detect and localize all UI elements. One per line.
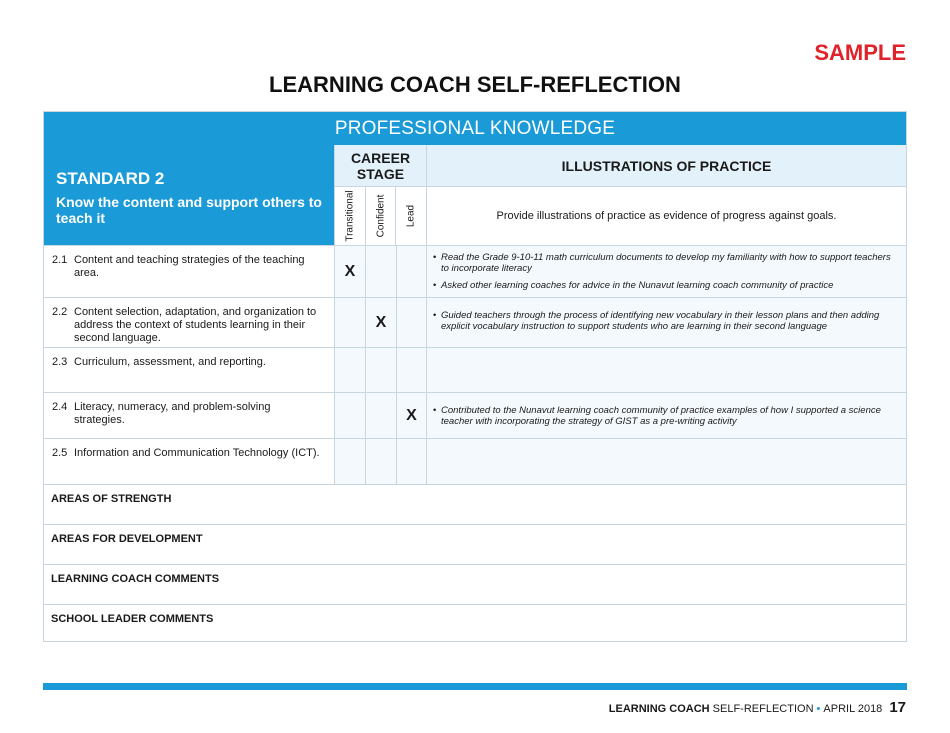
row-number: 2.3 <box>52 356 68 368</box>
stage-lead <box>396 187 426 245</box>
footer-bar <box>43 683 907 690</box>
illustrations-note: Provide illustrations of practice as evidence of progress against goals. <box>496 210 837 222</box>
areas-for-development-field[interactable]: AREAS FOR DEVELOPMENT <box>44 525 906 565</box>
career-stage-title: CAREER STAGE <box>335 145 426 187</box>
row-number: 2.2 <box>52 306 68 318</box>
row-text: Content and teaching strategies of the teaching area. <box>74 254 305 279</box>
mark-lead[interactable] <box>396 298 426 347</box>
career-stage-columns <box>335 187 426 245</box>
illustrations-title: ILLUSTRATIONS OF PRACTICE <box>427 145 906 187</box>
row-number: 2.5 <box>52 447 68 459</box>
row-number: 2.1 <box>52 254 68 266</box>
row-label <box>44 348 334 392</box>
mark-confident[interactable] <box>365 393 396 438</box>
row-text: Literacy, numeracy, and problem-solving strategies. <box>74 401 271 426</box>
footer-text: SELF-REFLECTION <box>712 703 814 715</box>
stage-label: Confident <box>375 194 386 238</box>
mark-transitional[interactable] <box>334 298 365 347</box>
mark-confident[interactable] <box>365 246 396 297</box>
bullet-dot: • <box>433 405 437 416</box>
row-label <box>44 246 334 297</box>
reflection-form <box>43 111 907 642</box>
bullet-dot: • <box>433 280 437 291</box>
mark-confident[interactable] <box>365 439 396 484</box>
footer-bold: LEARNING COACH <box>608 703 710 715</box>
mark-transitional[interactable]: X <box>334 246 365 297</box>
table-row <box>44 246 906 298</box>
sample-label: SAMPLE <box>814 40 906 65</box>
bullet-dot: • <box>433 310 437 321</box>
footer-date: APRIL 2018 <box>823 703 883 715</box>
page-title: LEARNING COACH SELF-REFLECTION <box>269 72 681 97</box>
mark-lead[interactable]: X <box>396 393 426 438</box>
row-number: 2.4 <box>52 401 68 413</box>
page-footer <box>609 699 906 716</box>
row-text: Content selection, adaptation, and organization to address the context of students learning in their second language. <box>74 306 317 344</box>
bullet-dot: • <box>433 252 437 263</box>
mark-confident[interactable]: X <box>365 298 396 347</box>
table-row <box>44 348 906 393</box>
career-stage-header <box>334 145 426 245</box>
mark-transitional[interactable] <box>334 439 365 484</box>
row-label <box>44 298 334 347</box>
table-header <box>44 145 906 246</box>
practice-text: Guided teachers through the process of identifying new vocabulary in their lesson plans and then adding explicit vocabulary instruction to support students who are learning in their second language <box>441 310 880 332</box>
practice-bullet <box>433 405 896 427</box>
school-leader-comments-field[interactable]: SCHOOL LEADER COMMENTS <box>51 613 214 625</box>
table-row <box>44 298 906 348</box>
practice-text: Read the Grade 9-10-11 math curriculum documents to develop my familiarity with how to support teachers to incorporate literacy <box>441 252 891 274</box>
practice-cell[interactable] <box>426 393 906 438</box>
practice-cell[interactable] <box>426 298 906 347</box>
practice-cell[interactable] <box>426 348 906 392</box>
section-band: PROFESSIONAL KNOWLEDGE <box>44 112 906 145</box>
mark-confident[interactable] <box>365 348 396 392</box>
mark-lead[interactable] <box>396 348 426 392</box>
practice-text: Contributed to the Nunavut learning coach community of practice examples of how I supported a science teacher with incorporating the strategy of GIST as a pre-writing activity <box>441 405 881 427</box>
footer-separator: • <box>816 703 821 715</box>
practice-cell[interactable] <box>426 246 906 297</box>
mark-lead[interactable] <box>396 439 426 484</box>
row-label <box>44 439 334 484</box>
practice-bullet <box>433 252 896 274</box>
mark-transitional[interactable] <box>334 348 365 392</box>
mark-lead[interactable] <box>396 246 426 297</box>
practice-bullet <box>433 280 896 291</box>
practice-cell[interactable] <box>426 439 906 484</box>
illustrations-header <box>426 145 906 245</box>
areas-of-strength-field[interactable]: AREAS OF STRENGTH <box>44 485 906 525</box>
row-label <box>44 393 334 438</box>
row-text: Information and Communication Technology (ICT). <box>74 447 320 459</box>
row-text: Curriculum, assessment, and reporting. <box>74 356 266 368</box>
page-number: 17 <box>889 699 906 716</box>
standard-description: Know the content and support others to teach it <box>56 194 322 226</box>
table-row <box>44 439 906 485</box>
stage-transitional <box>335 187 366 245</box>
mark-transitional[interactable] <box>334 393 365 438</box>
practice-text: Asked other learning coaches for advice in the Nunavut learning coach community of practice <box>441 280 834 291</box>
practice-bullet <box>433 310 896 332</box>
standard-panel <box>44 145 334 245</box>
standard-title: STANDARD 2 <box>56 169 165 188</box>
learning-coach-comments-field[interactable]: LEARNING COACH COMMENTS <box>44 565 906 605</box>
stage-label: Lead <box>405 204 417 228</box>
stage-confident <box>366 187 397 245</box>
table-row <box>44 393 906 439</box>
stage-label: Transitional <box>344 190 356 242</box>
